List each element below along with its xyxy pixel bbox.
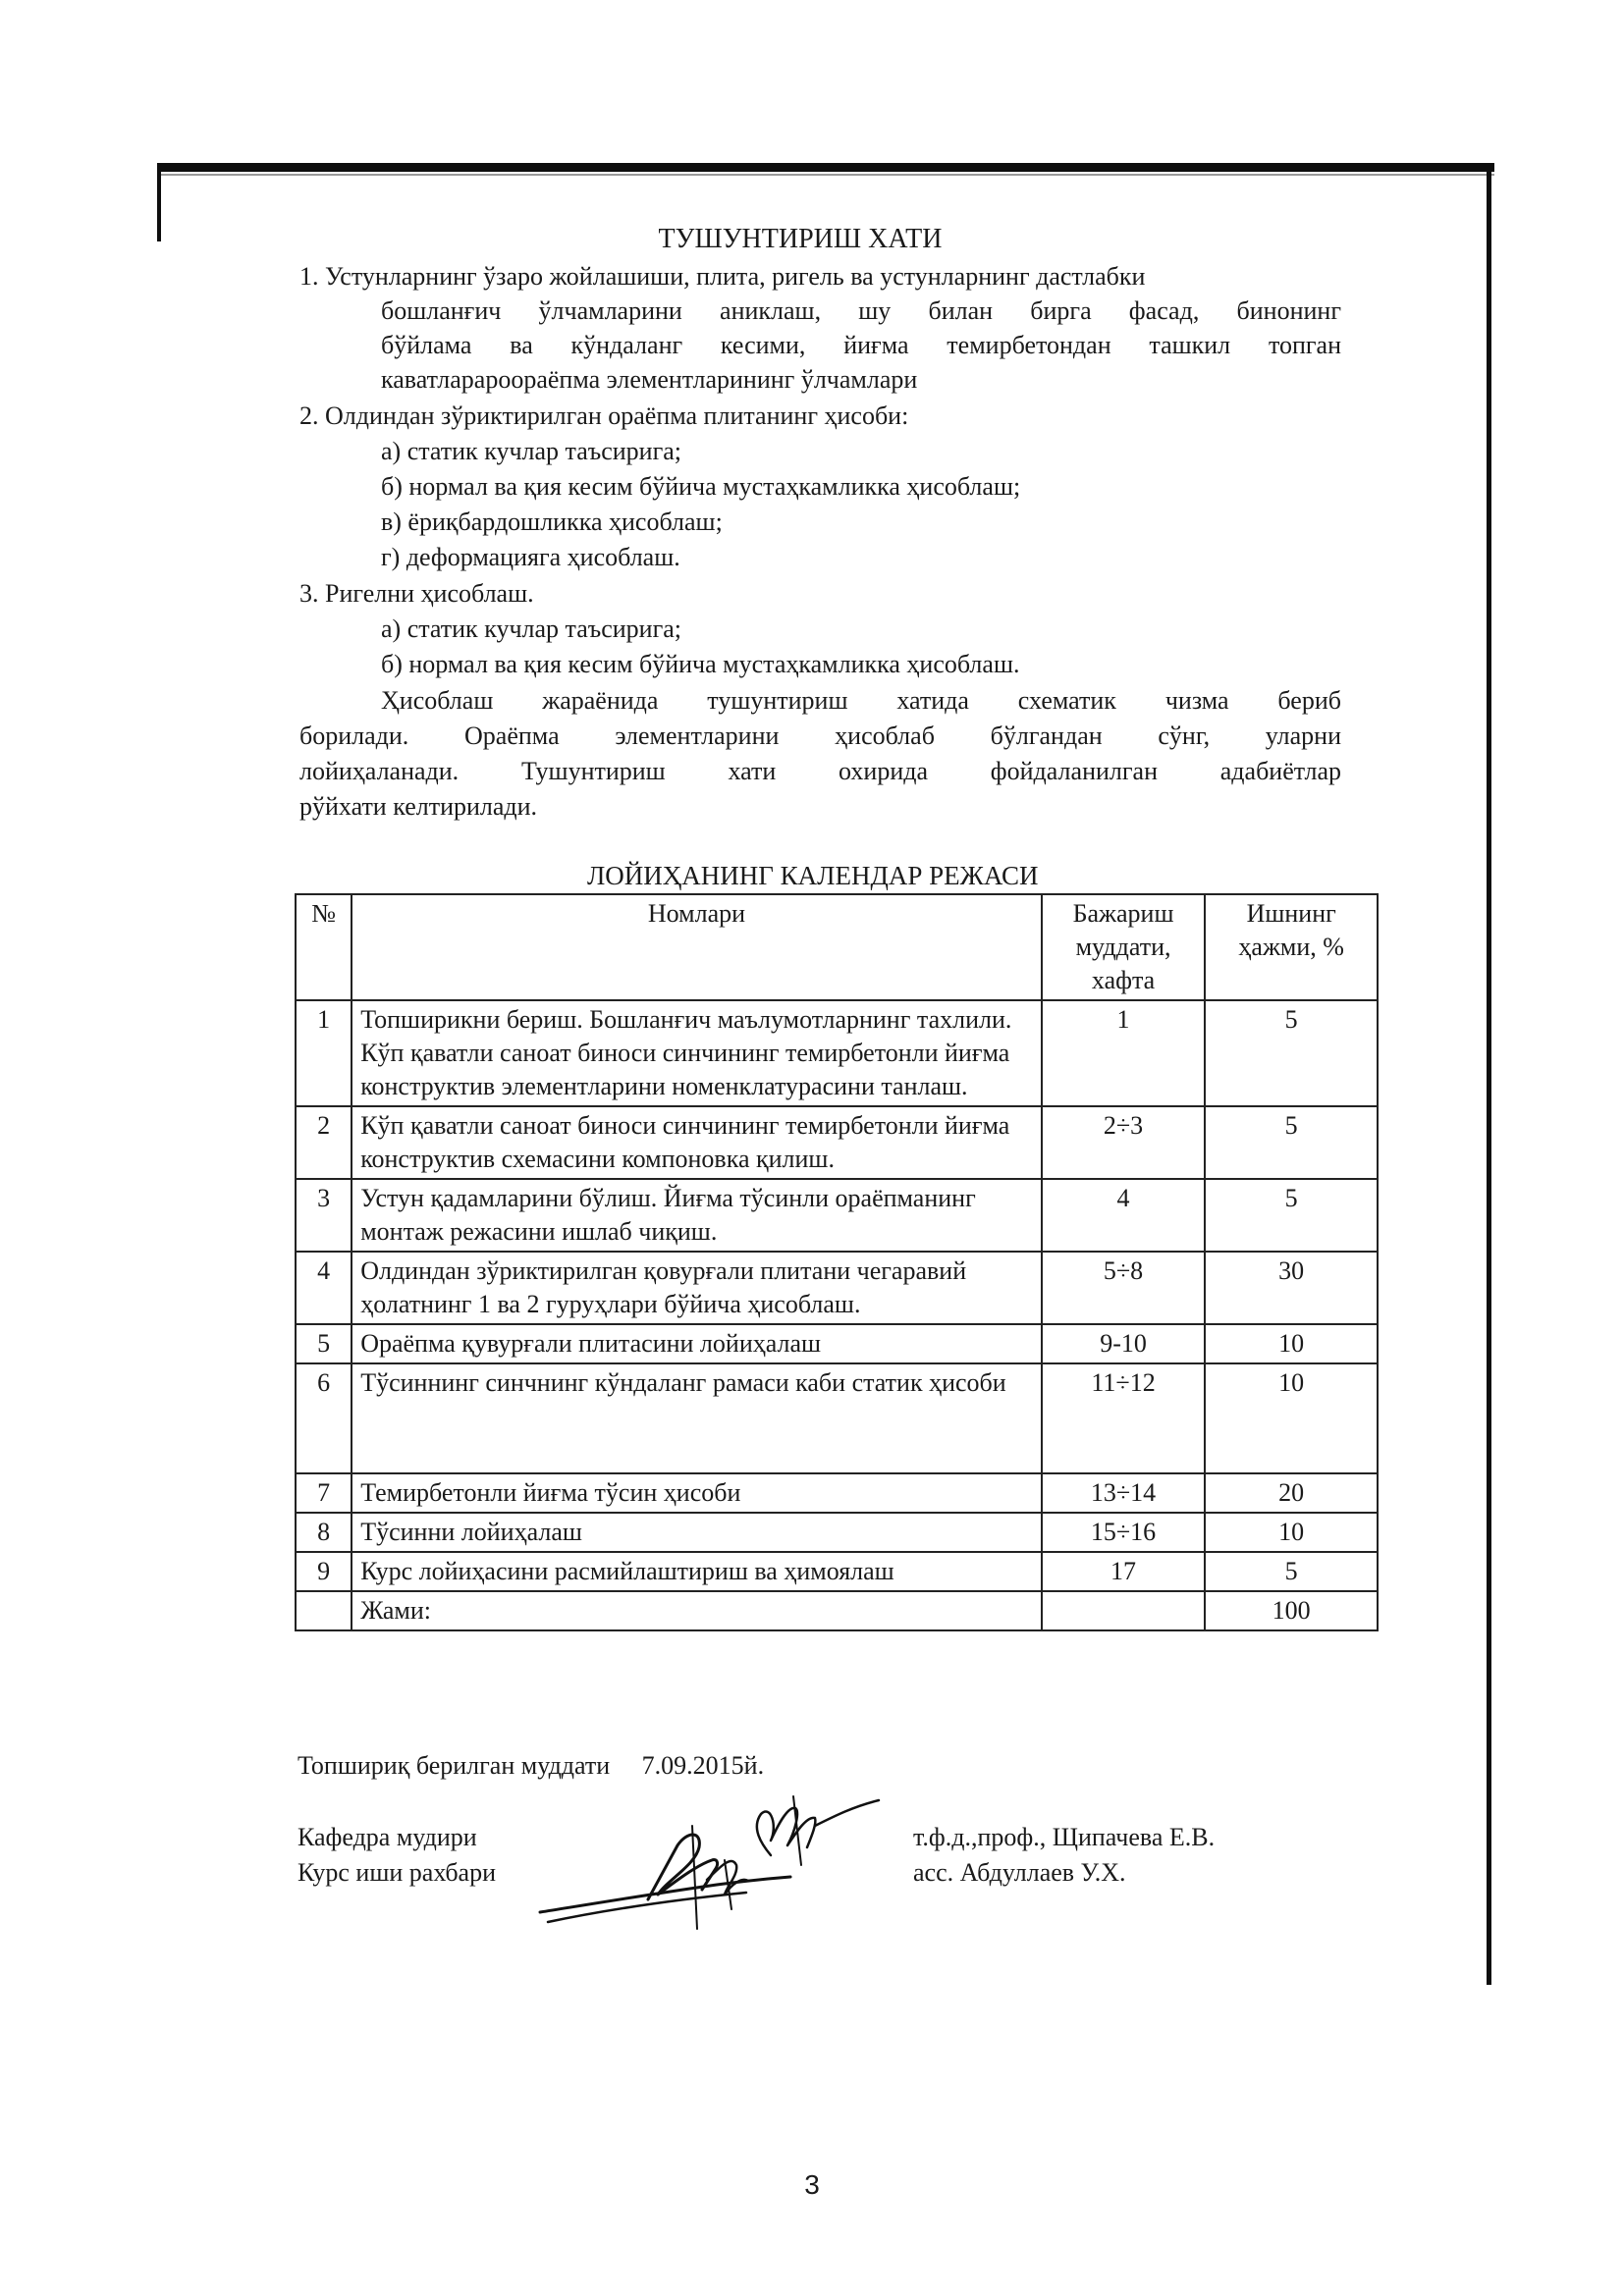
row-no: 2: [296, 1106, 352, 1179]
header-name: Номлари: [352, 894, 1042, 1000]
item2-sub-c: в) ёриқбардошликка ҳисоблаш;: [381, 507, 723, 536]
header-no: №: [296, 894, 352, 1000]
row-no: 6: [296, 1363, 352, 1473]
row-duration: 1: [1042, 1000, 1206, 1106]
total-no: [296, 1591, 352, 1630]
frame-top-border: [157, 163, 1494, 172]
table-row: [296, 1000, 1378, 1106]
supervisor-name: асс. Абдуллаев У.Х.: [913, 1858, 1126, 1887]
table-row: [296, 1513, 1378, 1552]
item1-line-2: бошланғич ўлчамларини аниклаш, шу билан бирга фасад, бинонинг: [381, 296, 1341, 325]
item2-heading: 2. Олдиндан зўриктирилган ораёпма плитанинг ҳисоби:: [299, 401, 909, 430]
signature-stroke-9: [815, 1800, 879, 1826]
table-row: [296, 1473, 1378, 1513]
paragraph-line-1: Ҳисоблаш жараёнида тушунтириш хатида схематик чизма бериб: [381, 686, 1341, 715]
row-duration: 5÷8: [1042, 1252, 1206, 1324]
row-name: Темирбетонли йиғма тўсин ҳисоби: [352, 1473, 1042, 1513]
row-name: Устун қадамларини бўлиш. Йиғма тўсинли ораёпманинг монтаж режасини ишлаб чиқиш.: [352, 1179, 1042, 1252]
header-volume: Ишнинг ҳажми, %: [1205, 894, 1378, 1000]
row-duration: 11÷12: [1042, 1363, 1206, 1473]
total-volume: 100: [1205, 1591, 1378, 1630]
paragraph-line-3: лойиҳаланади. Тушунтириш хати охирида фойдаланилган адабиётлар: [299, 757, 1341, 785]
header-duration: Бажариш муддати, хафта: [1042, 894, 1206, 1000]
row-volume: 20: [1205, 1473, 1378, 1513]
total-label: Жами:: [352, 1591, 1042, 1630]
row-volume: 5: [1205, 1179, 1378, 1252]
row-duration: 4: [1042, 1179, 1206, 1252]
row-volume: 10: [1205, 1324, 1378, 1363]
item3-heading: 3. Ригелни ҳисоблаш.: [299, 579, 534, 608]
row-volume: 10: [1205, 1513, 1378, 1552]
row-name: Курс лойиҳасини расмийлаштириш ва ҳимоялаш: [352, 1552, 1042, 1591]
signature-stroke-1: [540, 1877, 790, 1912]
calendar-table: [295, 893, 1379, 1631]
document-title: ТУШУНТИРИШ ХАТИ: [658, 224, 943, 254]
item1-line-4: каватларароораёпма элементларининг ўлчамлари: [381, 365, 918, 394]
row-name: Ораёпма қувурғали плитасини лойиҳалаш: [352, 1324, 1042, 1363]
row-volume: 5: [1205, 1000, 1378, 1106]
row-duration: 15÷16: [1042, 1513, 1206, 1552]
row-no: 4: [296, 1252, 352, 1324]
table-row: [296, 1324, 1378, 1363]
row-duration: 17: [1042, 1552, 1206, 1591]
dept-head-role: Кафедра мудири: [298, 1823, 477, 1851]
item1-line-1: 1. Устунларнинг ўзаро жойлашиши, плита, ригель ва устунларнинг дастлабки: [299, 262, 1146, 291]
item2-sub-a: а) статик кучлар таъсирига;: [381, 437, 682, 465]
row-volume: 10: [1205, 1363, 1378, 1473]
row-name: Кўп қаватли саноат биноси синчининг темирбетонли йиғма конструктив схемасини компоновка қилиш.: [352, 1106, 1042, 1179]
row-no: 7: [296, 1473, 352, 1513]
signature-stroke-5: [692, 1826, 697, 1929]
row-duration: 2÷3: [1042, 1106, 1206, 1179]
issued-date: Топшириқ берилган муддати 7.09.2015й.: [298, 1751, 765, 1780]
row-name: Тўсиннинг синчнинг кўндаланг рамаси каби статик ҳисоби: [352, 1363, 1042, 1473]
total-duration: [1042, 1591, 1206, 1630]
page-number: 3: [804, 2169, 820, 2200]
row-volume: 5: [1205, 1106, 1378, 1179]
dept-head-name: т.ф.д.,проф., Щипачева Е.В.: [913, 1823, 1216, 1851]
row-no: 8: [296, 1513, 352, 1552]
frame-right-border: [1487, 163, 1491, 1985]
table-row: [296, 1179, 1378, 1252]
row-name: Тўсинни лойиҳалаш: [352, 1513, 1042, 1552]
row-no: 5: [296, 1324, 352, 1363]
paragraph-line-4: рўйхати келтирилади.: [299, 792, 538, 821]
table-row: [296, 1106, 1378, 1179]
handwritten-signatures: [530, 1787, 903, 1934]
row-duration: 9-10: [1042, 1324, 1206, 1363]
table-row: [296, 1363, 1378, 1473]
item2-sub-b: б) нормал ва қия кесим бўйича мустаҳкамликка ҳисоблаш;: [381, 472, 1021, 501]
row-no: 1: [296, 1000, 352, 1106]
signature-stroke-7: [757, 1808, 816, 1855]
row-no: 9: [296, 1552, 352, 1591]
row-name: Олдиндан зўриктирилган қовурғали плитани чегаравий ҳолатнинг 1 ва 2 гуруҳлари бўйича ҳисоблаш.: [352, 1252, 1042, 1324]
table-row: [296, 1552, 1378, 1591]
row-no: 3: [296, 1179, 352, 1252]
row-name: Топширикни бериш. Бошланғич маълумотларнинг тахлили. Кўп қаватли саноат биноси синчининг темирбетонли йиғма конструктив элементларини номенклатурасини танлаш.: [352, 1000, 1042, 1106]
frame-top-thin-line: [157, 174, 1494, 176]
row-volume: 30: [1205, 1252, 1378, 1324]
row-volume: 5: [1205, 1552, 1378, 1591]
table-row: [296, 1252, 1378, 1324]
supervisor-role: Курс иши рахбари: [298, 1858, 497, 1887]
table-header-row: [296, 894, 1378, 1000]
calendar-title: ЛОЙИҲАНИНГ КАЛЕНДАР РЕЖАСИ: [587, 861, 1039, 890]
paragraph-line-2: борилади. Ораёпма элементларини ҳисоблаб бўлгандан сўнг, уларни: [299, 721, 1341, 750]
row-duration: 13÷14: [1042, 1473, 1206, 1513]
item3-sub-a: а) статик кучлар таъсирига;: [381, 614, 682, 643]
table-total-row: [296, 1591, 1378, 1630]
item3-sub-b: б) нормал ва қия кесим бўйича мустаҳкамликка ҳисоблаш.: [381, 650, 1020, 678]
item1-line-3: бўйлама ва кўндаланг кесими, йиғма темирбетондан ташкил топган: [381, 331, 1341, 359]
item2-sub-d: г) деформацияга ҳисоблаш.: [381, 543, 680, 571]
